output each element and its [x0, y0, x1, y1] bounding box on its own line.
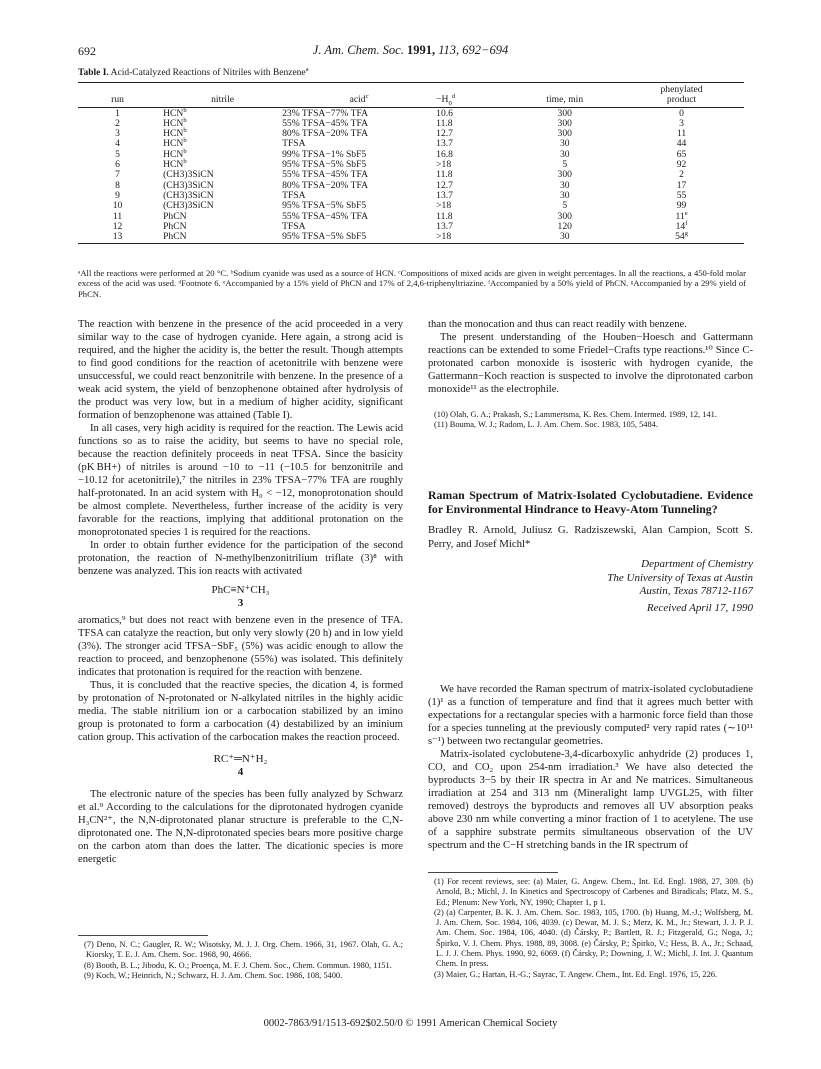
paragraph: The present understanding of the Houben−Hoesch and Gattermann reactions can be extended to some Friedel−Crafts type reactions.¹⁰ Since C-protonated carbon monoxide is isosteric with hydrogen cyanide, the Gattermann−Koch reaction is suspected to involve the diprotonated carbon monoxide¹¹ as the electrophile. [428, 332, 753, 395]
left-column-body [78, 318, 403, 866]
cell-h0: 16.8 [436, 148, 453, 160]
cell-time: 30 [559, 189, 570, 201]
cell-h0: >18 [436, 232, 510, 244]
cell-run: 8 [115, 179, 120, 191]
cell-run: 10 [112, 200, 123, 212]
cell-product: 54$^g$ [619, 232, 744, 244]
cell-time: 30 [510, 232, 619, 244]
formula-3-structure: PhC≡N⁺CH₃ [211, 584, 270, 596]
cell-product: 17 [676, 179, 687, 191]
cell-product: 0 [679, 107, 684, 119]
cell-nitrile: HCN$^b$ [163, 157, 187, 171]
column-header-h0: $-H_0^d$ [436, 95, 510, 107]
paragraph: Matrix-isolated cyclobutene-3,4-dicarboxylic anhydride (2) produces 1, CO, and CO₂ upon 254-nm irradiation.³ We have also detected the byproducts 3−5 by their IR spectra in Ar and Ne matrices. Simultaneous irradiation at 254 and 313 nm (Mineralight lamp UVGL25, with filter removed) destroys the byproducts and removes all UV absorption peaks above 230 nm while converting a minor fraction of 1 to acetylene. The use of a sapphire substrate permits simultaneous observation of the UV spectrum and the C−H stretching bands in the IR spectrum of [428, 749, 753, 851]
cell-acid: 80% TFSA−20% TFA [282, 179, 368, 191]
reference-8: (8) Booth, B. L.; Jibodu, K. O.; Proença, M. F. J. Chem. Soc., Chem. Commun. 1980, 1151. [84, 960, 392, 970]
formula-3 [78, 584, 403, 610]
journal-volume-pages: 113, 692−694 [438, 43, 509, 57]
copyright-footer: 0002-7863/91/1513-692$02.50/0 © 1991 American Chemical Society [263, 1018, 558, 1029]
cell-time: 30 [559, 179, 570, 191]
article-header [428, 488, 753, 615]
column-header-acid: acid$^c$ [282, 95, 436, 107]
cell-run: 11 [112, 210, 123, 222]
reference-1: (1) For recent reviews, see: (a) Maier, G. Angew. Chem., Int. Ed. Engl. 1988, 27, 309. (b) Arnold, B.; Michl, J. In Kinetics and Spectroscopy of Carbenes and Biradicals; Platz, M. S., Ed.; Plenum: New York, NY, 1990; Chapter 1, p 1. [434, 877, 753, 907]
column-header-run: run [78, 95, 157, 107]
paragraph: We have recorded the Raman spectrum of matrix-isolated cyclobutadiene (1)¹ as a function of temperature and find that it agrees much better with expectations for a rectangular species with a harmonic force field than those for a species tunneling at the previously computed² very rapid rates (∼10¹¹ s⁻¹) between two rectangular geometries. [428, 684, 753, 747]
cell-acid: TFSA [282, 189, 306, 201]
cell-acid: 55% TFSA−45% TFA [282, 117, 368, 129]
right-top-footnotes [428, 410, 753, 431]
paragraph: In all cases, very high acidity is required for the reaction. The Lewis acid functions so as to raise the acidity, but seems to have no special role, because the reaction definitely proceeds in neat TFSA. Since the basicity (pK BH+) of nitriles is around −10 to −11 (−10.5 for benzonitrile and −10.12 for acetonitrile),⁷ the nitriles in 23% TFSA−77% TFA are roughly half-protonated. In an acid system with H₀ < −12, monoprotonation should be almost complete. Nevertheless, further increase of the acidity is very favorable for the reactions, implying that additional protonation on the monoprotonated species 1 is required for the reactions. [78, 423, 403, 538]
reference-7: (7) Deno, N. C.; Gaugler, R. W.; Wisotsky, M. J. J. Org. Chem. 1966, 31, 1967. Olah, G. A.; Kiorsky, T. E. J. Am. Chem. Soc. 1968, 90, 4666. [84, 940, 403, 960]
formula-4-structure: RC⁺═N⁺H₂ [213, 753, 268, 765]
cell-acid: 55% TFSA−45% TFA [282, 210, 368, 222]
received-date: Received April 17, 1990 [646, 601, 753, 614]
formula-3-number: 3 [237, 597, 244, 609]
cell-product: 14$^f$ [675, 219, 688, 232]
table-footnotes: ᵃAll the reactions were performed at 20 °C. ᵇSodium cyanide was used as a source of HCN. ᶜCompositions of mixed acids are given in weight percentages. In all the reactions, a 450-fold molar excess of the acid was used. ᵈFootnote 6. ᵉAccompanied by a 15% yield of PhCN and 17% of 2,4,6-triphenyltriazine. ᶠAccompanied by a 50% yield of PhCN. ᵍAccompanied by a 29% yield of PhCN. [78, 268, 746, 299]
cell-acid: 95% TFSA−5% SbF5 [282, 232, 436, 244]
cell-nitrile: (CH3)3SiCN [163, 189, 214, 201]
right-column-body [428, 318, 753, 396]
cell-h0: >18 [436, 200, 452, 212]
paragraph: The electronic nature of the species has been fully analyzed by Schwarz et al.⁹ According to the calculations for the diprotonated hydrogen cyanide H₃CN²⁺, the N,N-diprotonated planar structure is preferable to the C,N-diprotonated one. The N,N-diprotonated species bears more positive charge on the carbon atom than does the latter. The dicationic species is more energetic [78, 789, 403, 865]
cell-nitrile: (CH3)3SiCN [163, 179, 214, 191]
cell-product: 44 [676, 138, 687, 150]
cell-product: 99 [676, 200, 687, 212]
cell-nitrile: HCN$^b$ [163, 127, 187, 140]
article-body [428, 683, 753, 852]
column-header-nitrile: nitrile [157, 95, 282, 107]
cell-h0: 13.7 [436, 138, 453, 150]
cell-run: 3 [115, 128, 120, 140]
cell-time: 300 [557, 169, 572, 181]
cell-h0: 11.8 [436, 210, 453, 222]
table-title-footnote-mark: a [305, 65, 309, 73]
cell-acid: 95% TFSA−5% SbF5 [282, 159, 367, 171]
right-bottom-footnotes [428, 877, 753, 980]
left-footnotes [78, 940, 403, 981]
table-label: Table I. [78, 68, 109, 78]
cell-h0: 12.7 [436, 179, 453, 191]
reference-2: (2) (a) Carpenter, B. K. J. Am. Chem. Soc. 1983, 105, 1700. (b) Huang, M.-J.; Wolfsberg, M. J. Am. Chem. Soc. 1984, 106, 4039. (c) Dewar, M. J. S.; Merz, K. M., Jr.; Stewart, J. J. P. J. Am. Chem. Soc. 1984, 106, 4040. (d) Čársky, P.; Bartlett, R. J.; Fitzgerald, G.; Noga, J.; Špirko, V. J. Chem. Phys. 1988, 89, 3008. (e) Čársky, P.; Špirko, V.; Hess, B. A., Jr.; Schaad, L. J. J. Chem. Phys. 1990, 92, 6069. (f) Čársky, P.; Downing, J. W.; Michl, J. Int. J. Quantum Chem. In press. [434, 907, 753, 969]
cell-run: 6 [115, 159, 120, 171]
cell-nitrile: (CH3)3SiCN [163, 200, 214, 212]
paragraph: Thus, it is concluded that the reactive species, the dication 4, is formed by protonation of N-protonated or N-alkylated nitriles in the highly acidic media. The stable nitrilium ion or a carbocation stabilized by an imino group is protonated to form a carbocation (4) destabilized by an iminium cation group. This activation of the carbocation makes the reaction proceed. [78, 680, 403, 743]
cell-time: 30 [559, 138, 570, 150]
cell-product: 11 [676, 128, 687, 140]
cell-run: 9 [115, 189, 120, 201]
journal-year: 1991, [406, 43, 436, 57]
cell-product: 92 [676, 159, 687, 171]
column-header-product-line1: phenylated [619, 83, 744, 96]
reference-11: (11) Bouma, W. J.; Radom, L. J. Am. Chem. Soc. 1983, 105, 5484. [434, 420, 658, 430]
formula-4 [78, 753, 403, 779]
column-header-product-line2: product [619, 95, 744, 107]
cell-h0: 13.7 [436, 220, 453, 232]
journal-name: J. Am. Chem. Soc. [312, 43, 404, 57]
cell-h0: 11.8 [436, 169, 453, 181]
cell-run: 2 [115, 117, 120, 129]
cell-h0: 12.7 [436, 128, 453, 140]
paragraph: The reaction with benzene in the presence of the acid proceeded in a very similar way to the case of hydrogen cyanide. Here again, a strong acid is required, and the higher the acidity is, the better the result. Though attempts to find good conditions for the reaction of acetonitrile with benzene were unsuccessful, we could react benzonitrile with benzene. In the presence of a weak acid system, the yield of benzophenone obtained after hydrolysis of the product was very low, but in a medium of higher acidity, significant formation of benzophenone was attained (Table I). [78, 319, 403, 421]
table-title: Acid-Catalyzed Reactions of Nitriles with Benzene [110, 68, 306, 78]
cell-nitrile: PhCN [157, 232, 282, 244]
cell-run: 1 [115, 107, 120, 119]
cell-product: 11e [675, 209, 688, 222]
cell-nitrile: HCN$^b$ [163, 106, 187, 119]
running-header [0, 43, 821, 58]
cell-acid: 55% TFSA−45% TFA [282, 169, 368, 181]
cell-time: 5 [562, 200, 568, 212]
cell-run: 13 [78, 232, 157, 244]
cell-nitrile: (CH3)3SiCN [163, 169, 214, 181]
reference-10: (10) Olah, G. A.; Prakash, S.; Lammertsma, K. Res. Chem. Intermed. 1989, 12, 141. [434, 410, 717, 419]
cell-nitrile: HCN$^b$ [163, 147, 187, 160]
table-caption [78, 65, 309, 78]
cell-product: 65 [676, 148, 687, 160]
cell-time: 300 [557, 107, 572, 119]
cell-run: 12 [112, 220, 123, 232]
cell-time: 300 [557, 117, 572, 129]
cell-acid: 99% TFSA−1% SbF5 [282, 148, 367, 160]
affiliation: Department of Chemistry The University of Texas at Austin Austin, Texas 78712-1167 Received April 17, 1990 [428, 558, 753, 615]
cell-h0: 13.7 [436, 189, 453, 201]
cell-nitrile: HCN$^b$ [163, 137, 187, 150]
cell-time: 120 [557, 220, 572, 232]
cell-time: 300 [557, 210, 572, 222]
cell-run: 5 [115, 148, 120, 160]
cell-h0: 10.6 [436, 107, 453, 119]
paragraph: aromatics,⁹ but does not react with benzene even in the presence of TFA. TFSA can catalyze the reaction, but only very slowly (20 h) and in low yield (3%). The stronger acid TFSA−SbF₅ (5%) was acidic enough to allow the reaction to proceed, and benzophenone (55%) was isolated. This definitely indicates that protonation is required for the reaction with benzene. [78, 615, 403, 678]
cell-acid: 95% TFSA−5% SbF5 [282, 200, 367, 212]
cell-nitrile: PhCN [163, 220, 187, 232]
page-number: 692 [78, 44, 96, 58]
cell-nitrile: PhCN [163, 210, 187, 222]
footnote-divider [78, 935, 208, 936]
cell-run: 7 [115, 169, 120, 181]
cell-h0: 11.8 [436, 117, 453, 129]
paragraph: than the monocation and thus can react readily with benzene. [428, 319, 687, 330]
cell-acid: 80% TFSA−20% TFA [282, 128, 368, 140]
cell-product: 55 [676, 189, 687, 201]
cell-acid: 23% TFSA−77% TFA [282, 107, 368, 119]
article-title: Raman Spectrum of Matrix-Isolated Cyclobutadiene. Evidence for Environmental Hindrance to Heavy-Atom Tunneling? [428, 488, 753, 516]
reference-3: (3) Maier, G.; Hartan, H.-G.; Sayrac, T. Angew. Chem., Int. Ed. Engl. 1976, 15, 226. [434, 969, 718, 979]
cell-acid: TFSA [282, 138, 306, 150]
cell-run: 4 [115, 138, 120, 150]
reference-9: (9) Koch, W.; Heinrich, N.; Schwarz, H. J. Am. Chem. Soc. 1986, 108, 5400. [84, 970, 343, 980]
cell-time: 300 [557, 128, 572, 140]
column-header-time: time, min [510, 95, 619, 107]
cell-nitrile: HCN$^b$ [163, 116, 187, 129]
data-table [78, 82, 744, 244]
paragraph: In order to obtain further evidence for the participation of the second protonation, the reaction of N-methylbenzonitrilium triflate (3)⁸ with benzene was analyzed. This ion reacts with activated [78, 540, 403, 577]
cell-product: 3 [679, 117, 684, 129]
cell-h0: >18 [436, 159, 452, 171]
cell-acid: TFSA [282, 220, 306, 232]
cell-time: 30 [559, 148, 570, 160]
formula-4-number: 4 [237, 766, 244, 778]
cell-time: 5 [562, 159, 568, 171]
footnote-divider [428, 872, 558, 873]
table-row [78, 232, 744, 244]
article-authors: Bradley R. Arnold, Juliusz G. Radziszewski, Alan Campion, Scott S. Perry, and Josef Michl* [428, 524, 753, 550]
cell-product: 2 [679, 169, 684, 181]
